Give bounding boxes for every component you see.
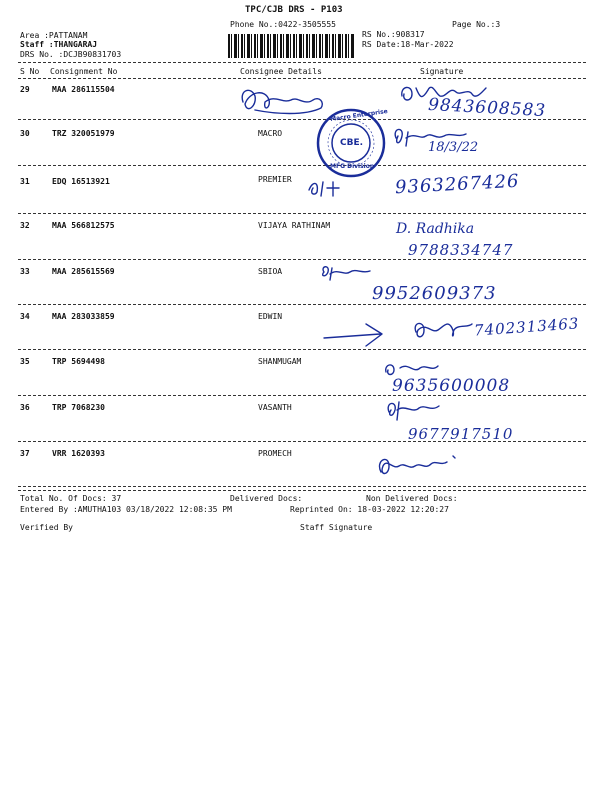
handwritten-phone: 9843608583 [427,94,547,122]
area-label: Area :PATTANAM [20,31,88,40]
handwritten-phone: 7402313463 [473,314,580,340]
row-consignee: PROMECH [258,449,292,458]
row-divider [18,165,586,166]
row-consignee: VASANTH [258,403,292,412]
row-sno: 33 [20,267,30,276]
divider [18,78,586,79]
row-sno: 31 [20,177,30,186]
row-consignment: MAA 285615569 [52,267,115,276]
row-sno: 29 [20,85,30,94]
handwritten-name: D. Radhika [396,221,475,237]
row-sno: 34 [20,312,30,321]
row-sno: 36 [20,403,30,412]
divider [18,62,586,63]
row-divider [18,349,586,350]
row-consignment: VRR 1620393 [52,449,105,458]
row-consignee: PREMIER [258,175,292,184]
verified-by: Verified By [20,523,73,532]
non-delivered-docs: Non Delivered Docs: [366,494,458,503]
row-consignee: EDWIN [258,312,283,321]
column-header-sno: S No [20,67,40,76]
signature-scribble [410,316,480,344]
stamp-center-text: CBE. [340,138,364,148]
drs-number: DRS No. :DCJB90831703 [20,50,122,59]
row-consignment: MAA 283033859 [52,312,115,321]
staff-signature: Staff Signature [300,523,373,532]
total-docs: Total No. Of Docs: 37 [20,494,122,503]
phone-number: Phone No.:0422-3505555 [230,20,336,29]
row-consignment: TRP 5694498 [52,357,105,366]
row-consignee: VIJAYA RATHINAM [258,221,331,230]
row-consignee: MACRO [258,129,283,138]
handwritten-phone: 9363267426 [394,170,520,199]
handwritten-phone: 9952609373 [372,283,497,304]
signature-scribble [305,178,350,198]
row-sno: 37 [20,449,30,458]
rs-number: RS No.:908317 [362,30,425,39]
row-consignment: MAA 566812575 [52,221,115,230]
row-divider [18,486,586,487]
stamp-bottom-text: MFG Division [330,163,375,170]
signature-scribble [385,398,445,424]
column-header-consignment: Consignment No [50,67,118,76]
row-consignment: MAA 286115504 [52,85,115,94]
reprinted-on: Reprinted On: 18-03-2022 12:20:27 [290,505,449,514]
signature-scribble [318,262,373,284]
row-consignment: TRP 7068230 [52,403,105,412]
row-consignee: SHANMUGAM [258,357,302,366]
staff-label: Staff :THANGARAJ [20,40,98,49]
row-consignment: TRZ 320051979 [52,129,115,138]
divider [18,490,586,491]
rs-date: RS Date:18-Mar-2022 [362,40,454,49]
handwritten-date: 18/3/22 [428,140,479,155]
barcode [228,34,354,58]
handwritten-phone: 9635600008 [392,376,511,396]
row-divider [18,213,586,214]
row-divider [18,304,586,305]
document-title: TPC/CJB DRS - P103 [245,5,343,15]
signature-scribble [375,450,460,480]
handwritten-phone: 9788334747 [408,241,514,259]
row-consignment: EDQ 16513921 [52,177,110,186]
page-number: Page No.:3 [452,20,501,29]
column-header-consignee: Consignee Details [240,67,322,76]
row-consignee: SBIOA [258,267,283,276]
company-stamp [316,108,389,178]
handwritten-phone: 9677917510 [408,425,514,443]
row-sno: 32 [20,221,30,230]
row-divider [18,259,586,260]
stamp-top-text: Macro Enterprise [329,108,389,123]
delivered-docs: Delivered Docs: [230,494,303,503]
arrow-mark [320,322,390,352]
entered-by: Entered By :AMUTHA103 03/18/2022 12:08:35 PM [20,505,232,514]
row-sno: 35 [20,357,30,366]
column-header-signature: Signature [420,67,464,76]
row-sno: 30 [20,129,30,138]
